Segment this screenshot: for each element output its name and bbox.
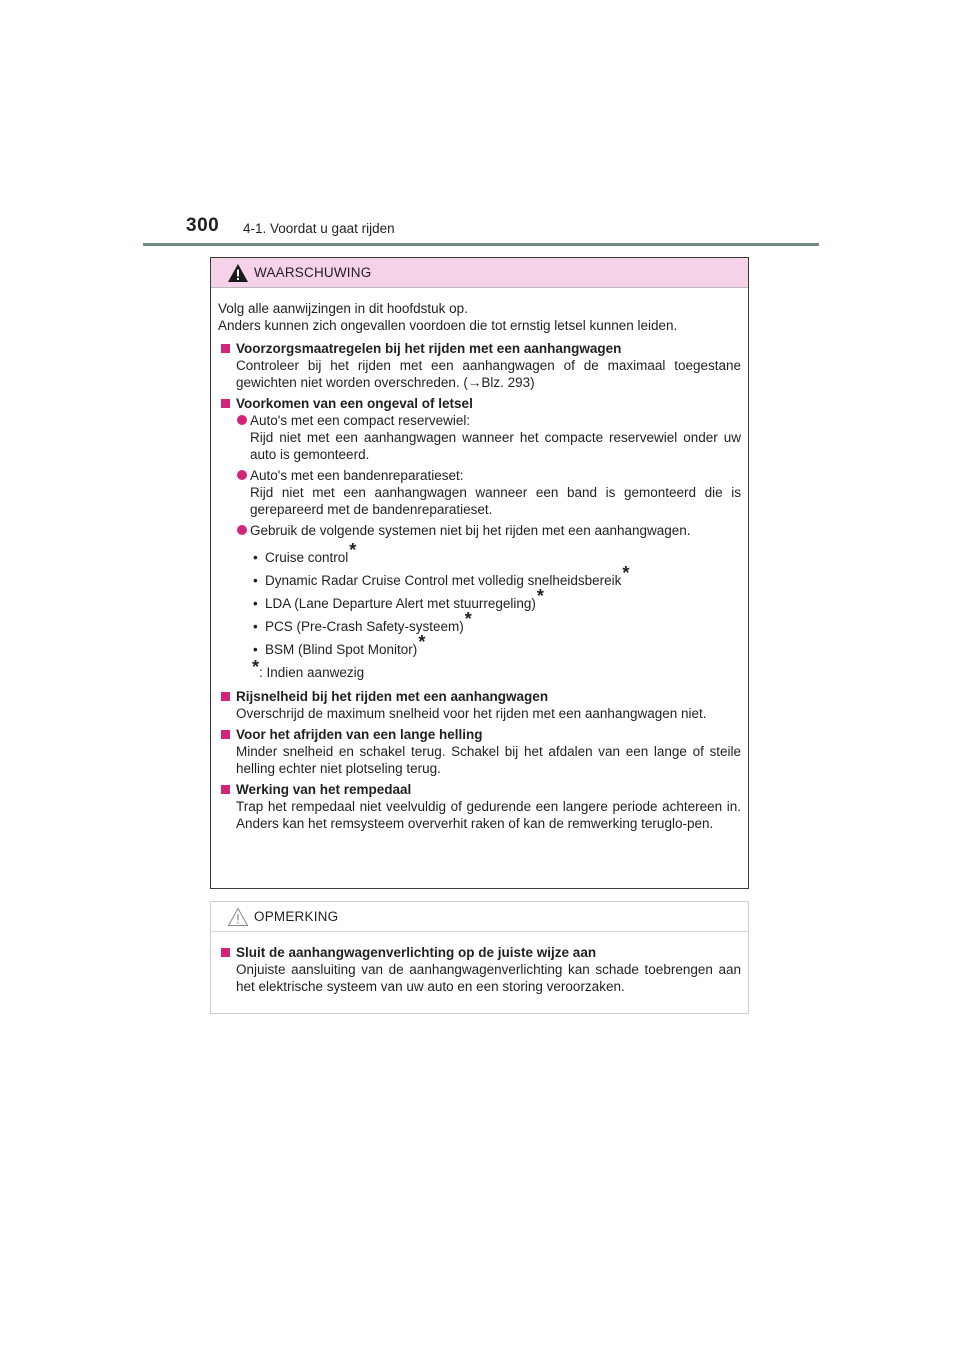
footnote bbox=[218, 657, 741, 681]
list-item bbox=[218, 540, 741, 566]
bullet-text: Rijd niet met een aanhangwagen wanneer het compacte reservewiel onder uw auto is gemonteerd. bbox=[250, 430, 741, 462]
section-heading-speed bbox=[218, 688, 741, 705]
round-bullet-icon bbox=[237, 525, 247, 535]
notice-header bbox=[211, 902, 748, 932]
footnote-text: : Indien aanwezig bbox=[259, 665, 365, 680]
header-rule bbox=[143, 243, 819, 246]
bullet-repair-kit bbox=[218, 467, 741, 518]
list-item bbox=[218, 632, 741, 658]
small-bullet-icon: • bbox=[253, 596, 258, 611]
section-heading-towing-precautions bbox=[218, 340, 741, 357]
bullet-text: Gebruik de volgende systemen niet bij het rijden met een aanhangwagen. bbox=[250, 523, 691, 538]
list-item-text: BSM (Blind Spot Monitor) bbox=[265, 642, 418, 657]
section-heading-text: Rijsnelheid bij het rijden met een aanhangwagen bbox=[236, 689, 549, 704]
asterisk-icon: * bbox=[464, 609, 472, 629]
list-item bbox=[218, 586, 741, 612]
section-heading-text: Sluit de aanhangwagenverlichting op de juiste wijze aan bbox=[236, 945, 597, 960]
square-bullet-icon bbox=[221, 730, 230, 739]
chapter-title: 4-1. Voordat u gaat rijden bbox=[243, 221, 395, 236]
asterisk-icon: * bbox=[536, 586, 544, 606]
section-heading-accident-prevention bbox=[218, 395, 741, 412]
list-item bbox=[218, 563, 741, 589]
list-item-text: Dynamic Radar Cruise Control met volledig snelheidsbereik bbox=[265, 573, 622, 588]
section-text-speed: Overschrijd de maximum snelheid voor het rijden met een aanhangwagen niet. bbox=[236, 706, 707, 721]
caution-triangle-icon bbox=[227, 907, 249, 927]
list-item-text: LDA (Lane Departure Alert met stuurregeling) bbox=[265, 596, 536, 611]
warning-title: WAARSCHUWING bbox=[254, 265, 372, 280]
warning-intro-line-2: Anders kunnen zich ongevallen voordoen die tot ernstig letsel kunnen leiden. bbox=[218, 318, 678, 333]
bullet-title: Auto's met een compact reservewiel: bbox=[250, 413, 471, 428]
bullet-text: Rijd niet met een aanhangwagen wanneer een band is gemonteerd die is gerepareerd met de bandenreparatieset. bbox=[250, 485, 741, 517]
asterisk-icon: * bbox=[252, 657, 260, 677]
section-text-brake-pedal: Trap het rempedaal niet veelvuldig of gedurende een langere periode achtereen in. Anders kan het remsysteem oververhit raken of kan de remwerking teruglo-pen. bbox=[236, 799, 741, 831]
section-text-trailer-lights: Onjuiste aansluiting van de aanhangwagenverlichting kan schade toebrengen aan het elektrische systeem van uw auto en een storing veroorzaken. bbox=[236, 962, 741, 994]
bullet-compact-spare bbox=[218, 412, 741, 463]
square-bullet-icon bbox=[221, 344, 230, 353]
small-bullet-icon: • bbox=[253, 619, 258, 634]
small-bullet-icon: • bbox=[253, 642, 258, 657]
bullet-title: Auto's met een bandenreparatieset: bbox=[250, 468, 464, 483]
warning-triangle-icon bbox=[227, 263, 249, 283]
list-item-text: PCS (Pre-Crash Safety-systeem) bbox=[265, 619, 464, 634]
section-heading-text: Voorzorgsmaatregelen bij het rijden met een aanhangwagen bbox=[236, 341, 622, 356]
small-bullet-icon: • bbox=[253, 550, 258, 565]
notice-body bbox=[211, 932, 748, 995]
square-bullet-icon bbox=[221, 785, 230, 794]
notice-box bbox=[210, 901, 749, 1014]
page-number: 300 bbox=[186, 215, 220, 236]
section-text-towing-precautions: Controleer bij het rijden met een aanhangwagen of de maximaal toegestane gewichten niet worden overschreden. (→Blz. 293) bbox=[236, 358, 741, 390]
square-bullet-icon bbox=[221, 948, 230, 957]
section-text-slope: Minder snelheid en schakel terug. Schakel bij het afdalen van een lange of steile helling echter niet plotseling terug. bbox=[236, 744, 741, 776]
asterisk-icon: * bbox=[622, 563, 630, 583]
round-bullet-icon bbox=[237, 415, 247, 425]
asterisk-icon: * bbox=[418, 632, 426, 652]
notice-title: OPMERKING bbox=[254, 909, 339, 924]
square-bullet-icon bbox=[221, 692, 230, 701]
section-heading-slope bbox=[218, 726, 741, 743]
warning-box bbox=[210, 257, 749, 889]
section-heading-brake-pedal bbox=[218, 781, 741, 798]
warning-body bbox=[211, 288, 748, 832]
section-heading-text: Voor het afrijden van een lange helling bbox=[236, 727, 483, 742]
warning-intro-line-1: Volg alle aanwijzingen in dit hoofdstuk op. bbox=[218, 301, 468, 316]
asterisk-icon: * bbox=[349, 540, 357, 560]
warning-header bbox=[211, 258, 748, 288]
section-heading-text: Voorkomen van een ongeval of letsel bbox=[236, 396, 473, 411]
bullet-systems bbox=[218, 522, 741, 539]
small-bullet-icon: • bbox=[253, 573, 258, 588]
list-item bbox=[218, 609, 741, 635]
section-heading-text: Werking van het rempedaal bbox=[236, 782, 412, 797]
round-bullet-icon bbox=[237, 470, 247, 480]
list-item-text: Cruise control bbox=[265, 550, 349, 565]
square-bullet-icon bbox=[221, 399, 230, 408]
section-heading-trailer-lights bbox=[218, 944, 741, 961]
